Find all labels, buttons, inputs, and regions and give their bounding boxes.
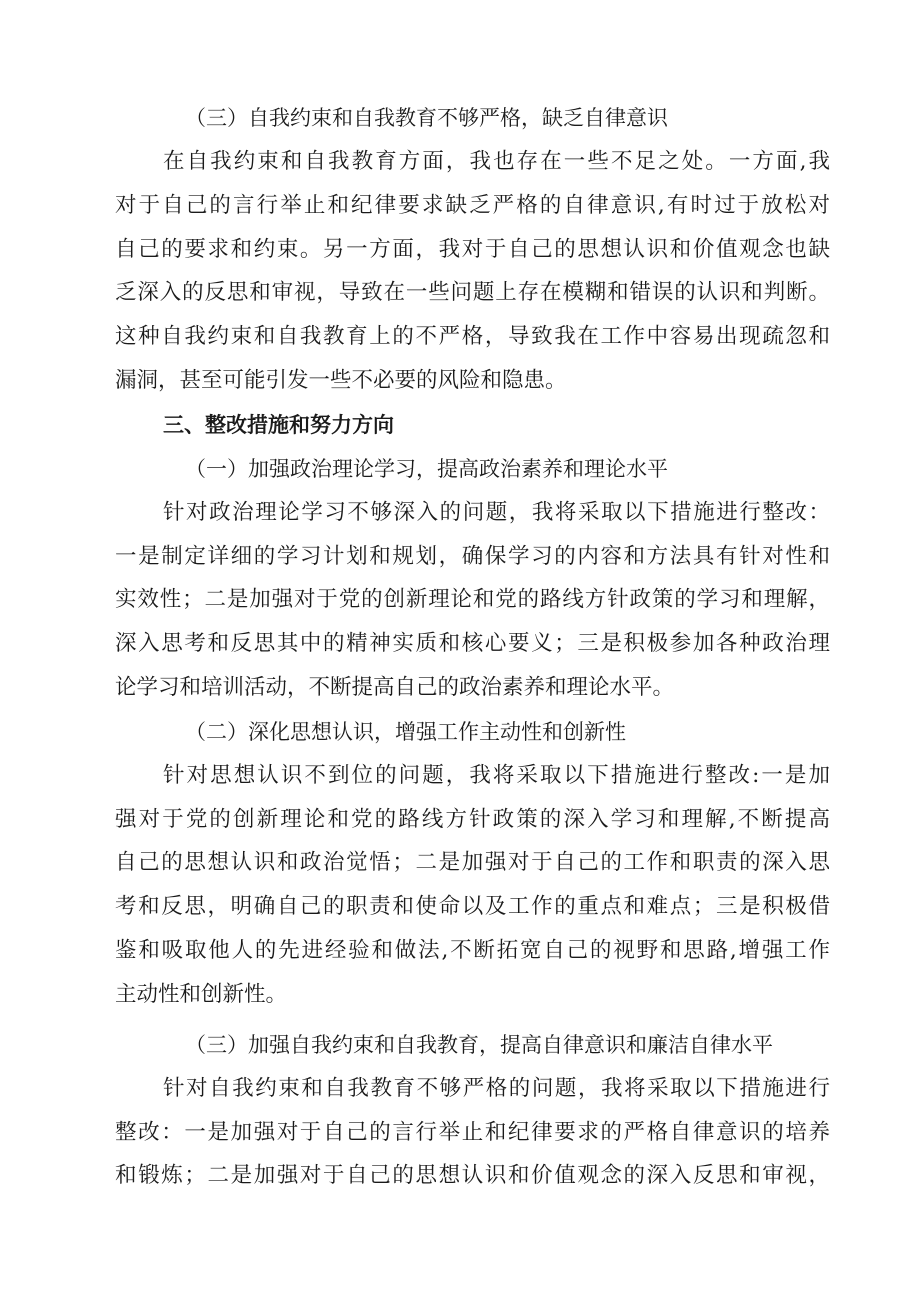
section-heading: 三、整改措施和努力方向 xyxy=(163,413,394,437)
paragraph-line: 针对政治理论学习不够深入的问题，我将采取以下措施进行整改： xyxy=(163,500,830,525)
subsection-heading: （一）加强政治理论学习，提高政治素养和理论水平 xyxy=(185,457,668,481)
paragraph-line: 整改：一是加强对于自己的言行举止和纪律要求的严格自律意识的培养 xyxy=(115,1120,830,1145)
paragraph-line: 这种自我约束和自我教育上的不严格，导致我在工作中容易出现疏忽和 xyxy=(115,324,830,349)
paragraph-line: 鉴和吸取他人的先进经验和做法,不断拓宽自己的视野和思路,增强工作 xyxy=(115,938,830,963)
paragraph-line: 自己的思想认识和政治觉悟；二是加强对于自己的工作和职责的深入思 xyxy=(115,850,830,875)
subsection-heading: （三）自我约束和自我教育不够严格，缺乏自律意识 xyxy=(185,106,668,130)
subsection-heading: （二）深化思想认识，增强工作主动性和创新性 xyxy=(185,720,626,744)
paragraph-line: 深入思考和反思其中的精神实质和核心要义；三是积极参加各种政治理 xyxy=(115,631,830,656)
paragraph-line: 一是制定详细的学习计划和规划，确保学习的内容和方法具有针对性和 xyxy=(115,544,830,569)
paragraph-line: 乏深入的反思和审视，导致在一些问题上存在模糊和错误的认识和判断。 xyxy=(115,280,830,305)
paragraph-line: 针对思想认识不到位的问题，我将采取以下措施进行整改:一是加 xyxy=(163,763,830,788)
paragraph-line: 漏洞，甚至可能引发一些不必要的风险和隐患。 xyxy=(115,368,567,393)
paragraph-line: 和锻炼；二是加强对于自己的思想认识和价值观念的深入反思和审视， xyxy=(115,1163,830,1188)
paragraph-line: 实效性；二是加强对于党的创新理论和党的路线方针政策的学习和理解， xyxy=(115,587,830,612)
paragraph-line: 论学习和培训活动，不断提高自己的政治素养和理论水平。 xyxy=(115,675,675,700)
paragraph-line: 强对于党的创新理论和党的路线方针政策的深入学习和理解,不断提高 xyxy=(115,807,830,832)
paragraph-line: 主动性和创新性。 xyxy=(115,982,288,1007)
paragraph-line: 对于自己的言行举止和纪律要求缺乏严格的自律意识,有时过于放松对 xyxy=(115,193,830,218)
paragraph-line: 针对自我约束和自我教育不够严格的问题，我将采取以下措施进行 xyxy=(163,1076,830,1101)
paragraph-line: 自己的要求和约束。另一方面，我对于自己的思想认识和价值观念也缺 xyxy=(115,237,830,262)
paragraph-line: 在自我约束和自我教育方面，我也存在一些不足之处。一方面,我 xyxy=(163,149,830,174)
subsection-heading: （三）加强自我约束和自我教育，提高自律意识和廉洁自律水平 xyxy=(185,1033,773,1057)
paragraph-line: 考和反思，明确自己的职责和使命以及工作的重点和难点；三是积极借 xyxy=(115,894,830,919)
